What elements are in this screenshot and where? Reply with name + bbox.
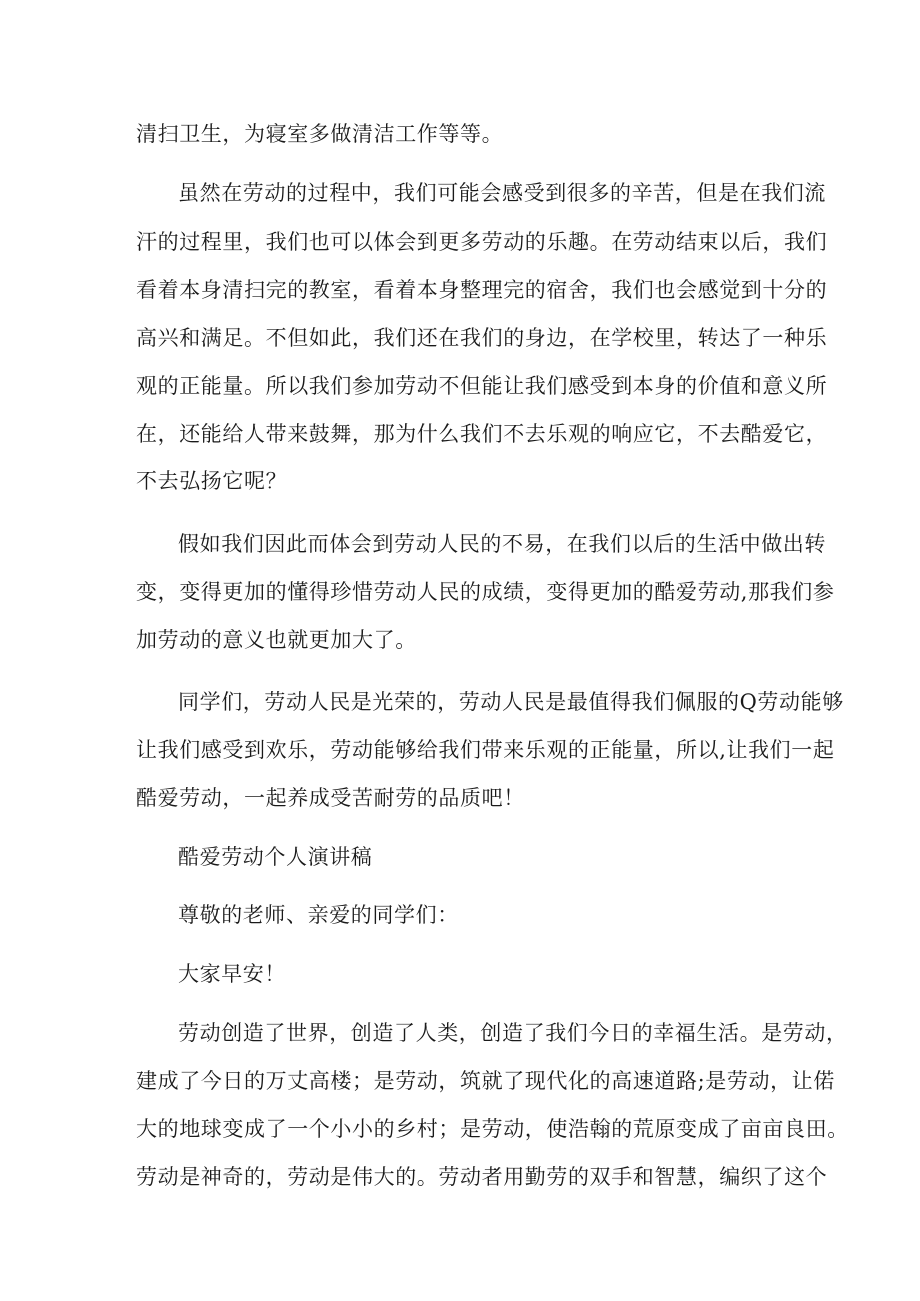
speech-title: 酷爱劳动个人演讲稿 <box>178 845 373 869</box>
text-line: 加劳动的意义也就更加大了。 <box>136 628 417 652</box>
text-line: 看着本身清扫完的教室，看着本身整理完的宿舍，我们也会感觉到十分的 <box>136 278 828 302</box>
text-line: 变，变得更加的懂得珍惜劳动人民的成绩，变得更加的酷爱劳动,那我们参 <box>136 580 835 604</box>
text-line: 让我们感受到欢乐，劳动能够给我们带来乐观的正能量，所以,让我们一起 <box>136 738 835 762</box>
text-line: 假如我们因此而体会到劳动人民的不易，在我们以后的生活中做出转 <box>178 532 826 556</box>
text-line: 大的地球变成了一个小小的乡村；是劳动，使浩翰的荒原变成了亩亩良田。 <box>136 1117 849 1141</box>
text-line: 观的正能量。所以我们参加劳动不但能让我们感受到本身的价值和意义所 <box>136 374 828 398</box>
greeting: 大家早安！ <box>178 962 286 986</box>
text-line: 清扫卫生，为寝室多做清洁工作等等。 <box>136 122 504 146</box>
text-line: 酷爱劳动，一起养成受苦耐劳的品质吧！ <box>136 786 525 810</box>
text-line: 高兴和满足。不但如此，我们还在我们的身边，在学校里，转达了一种乐 <box>136 326 828 350</box>
text-line: 同学们，劳动人民是光荣的，劳动人民是最值得我们佩服的Q劳动能够 <box>178 690 844 714</box>
text-line: 劳动是神奇的，劳动是伟大的。劳动者用勤劳的双手和智慧，编织了这个 <box>136 1165 828 1189</box>
text-line: 不去弘扬它呢？ <box>136 469 288 493</box>
salutation: 尊敬的老师、亲爱的同学们： <box>178 903 459 927</box>
text-line: 劳动创造了世界，创造了人类，创造了我们今日的幸福生活。是劳动， <box>178 1021 848 1045</box>
text-line: 在，还能给人带来鼓舞，那为什么我们不去乐观的响应它，不去酷爱它， <box>136 422 828 446</box>
text-line: 虽然在劳动的过程中，我们可能会感受到很多的辛苦，但是在我们流 <box>178 181 826 205</box>
text-line: 汗的过程里，我们也可以体会到更多劳动的乐趣。在劳动结束以后，我们 <box>136 230 828 254</box>
text-line: 建成了今日的万丈高楼；是劳动，筑就了现代化的高速道路;是劳动，让偌 <box>136 1069 835 1093</box>
